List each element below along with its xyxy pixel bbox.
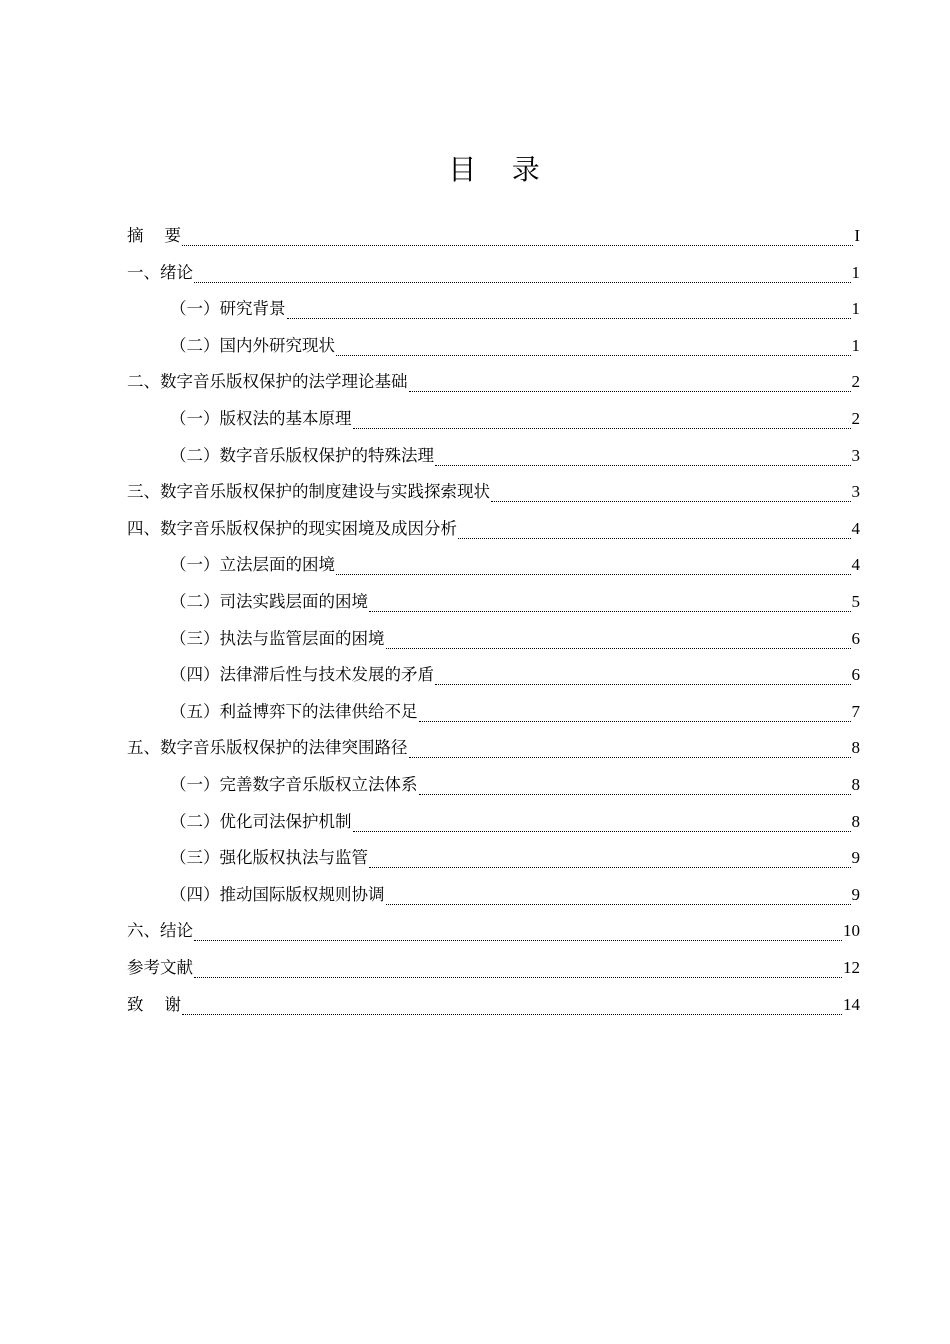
toc-entry[interactable] [127,950,860,986]
toc-leader-dots [491,501,851,502]
toc-entry[interactable] [170,621,860,657]
toc-entry-label: （二）优化司法保护机制 [170,811,352,831]
toc-entry-page-number: 9 [851,848,860,868]
toc-leader-dots [386,648,851,649]
toc-entry[interactable] [170,584,860,620]
toc-entry-label: 参考文献 [127,958,193,977]
toc-entry-label: （二）数字音乐版权保护的特殊法理 [170,445,434,465]
toc-entry-label: （三）执法与监管层面的困境 [170,628,385,648]
toc-leader-dots [336,355,851,356]
toc-entry[interactable] [127,730,860,766]
toc-entry-page-number: I [854,226,860,245]
toc-entry[interactable] [127,474,860,510]
toc-entry-page-number: 10 [843,921,860,941]
toc-entry-label: （三）强化版权执法与监管 [170,848,368,868]
toc-leader-dots [353,831,851,832]
toc-leader-dots [194,940,842,941]
toc-leader-dots [419,794,851,795]
toc-entry-page-number: 3 [851,445,860,465]
toc-entry-page-number: 2 [851,372,860,392]
toc-leader-dots [369,867,851,868]
toc-leader-dots [194,282,851,283]
toc-leader-dots [336,574,851,575]
toc-entry-page-number: 12 [843,958,860,977]
toc-entry-label: 一、绪论 [127,262,193,282]
toc-entry-page-number: 8 [851,811,860,831]
toc-entry[interactable] [170,547,860,583]
toc-entry[interactable] [170,694,860,730]
toc-entry-label: 摘 要 [127,226,181,245]
toc-entry-label: （二）国内外研究现状 [170,335,335,355]
toc-entry[interactable] [170,767,860,803]
toc-entry[interactable] [127,511,860,547]
toc-leader-dots [435,684,851,685]
toc-entry[interactable] [170,840,860,876]
toc-entry-page-number: 2 [851,409,860,428]
toc-entry-page-number: 1 [851,299,860,319]
toc-leader-dots [182,245,853,246]
toc-entry[interactable] [170,328,860,364]
toc-entry[interactable] [170,804,860,840]
toc-entry-label: （一）研究背景 [170,299,286,319]
toc-entry-page-number: 7 [851,701,860,721]
toc-leader-dots [287,318,851,319]
toc-entry[interactable] [127,987,860,1023]
toc-entry-page-number: 1 [851,335,860,355]
toc-entry-label: 致 谢 [127,994,181,1014]
toc-entry-page-number: 6 [851,665,860,685]
toc-entry-label: 二、数字音乐版权保护的法学理论基础 [127,372,408,392]
toc-entry[interactable] [170,291,860,327]
toc-leader-dots [386,904,851,905]
toc-entry-page-number: 5 [851,592,860,611]
toc-leader-dots [369,611,851,612]
toc-leader-dots [182,1014,842,1015]
toc-entry-page-number: 1 [851,262,860,282]
toc-leader-dots [409,757,851,758]
toc-entry[interactable] [127,913,860,949]
toc-leader-dots [435,465,851,466]
toc-entry[interactable] [127,218,860,254]
toc-leader-dots [409,391,851,392]
toc-entry[interactable] [170,401,860,437]
toc-entry-page-number: 3 [851,482,860,502]
toc-title: 目 录 [448,153,540,186]
toc-entry-label: （四）法律滞后性与技术发展的矛盾 [170,665,434,685]
toc-entry-page-number: 4 [851,555,860,575]
toc-entry-label: （一）完善数字音乐版权立法体系 [170,775,418,794]
toc-entry-label: （二）司法实践层面的困境 [170,592,368,611]
toc-entry-label: （五）利益博弈下的法律供给不足 [170,701,418,721]
toc-leader-dots [458,538,851,539]
toc-entry-page-number: 9 [851,884,860,904]
toc-entry[interactable] [170,438,860,474]
toc-entry[interactable] [127,364,860,400]
toc-entry-page-number: 6 [851,628,860,648]
toc-entry-label: （一）立法层面的困境 [170,555,335,575]
toc-leader-dots [353,428,851,429]
toc-entry-page-number: 14 [843,994,860,1014]
toc-entry-page-number: 8 [851,775,860,794]
toc-entry-page-number: 8 [851,738,860,758]
toc-entry-page-number: 4 [851,518,860,538]
toc-entry-label: 五、数字音乐版权保护的法律突围路径 [127,738,408,758]
toc-entry-label: 四、数字音乐版权保护的现实困境及成因分析 [127,518,457,538]
toc-entry-label: （四）推动国际版权规则协调 [170,884,385,904]
toc-entry[interactable] [127,255,860,291]
toc-entry-label: 六、结论 [127,921,193,941]
toc-leader-dots [194,977,842,978]
toc-entry[interactable] [170,877,860,913]
toc-entry-label: （一）版权法的基本原理 [170,409,352,428]
toc-leader-dots [419,721,851,722]
toc-entry-label: 三、数字音乐版权保护的制度建设与实践探索现状 [127,482,490,502]
toc-entry[interactable] [170,657,860,693]
